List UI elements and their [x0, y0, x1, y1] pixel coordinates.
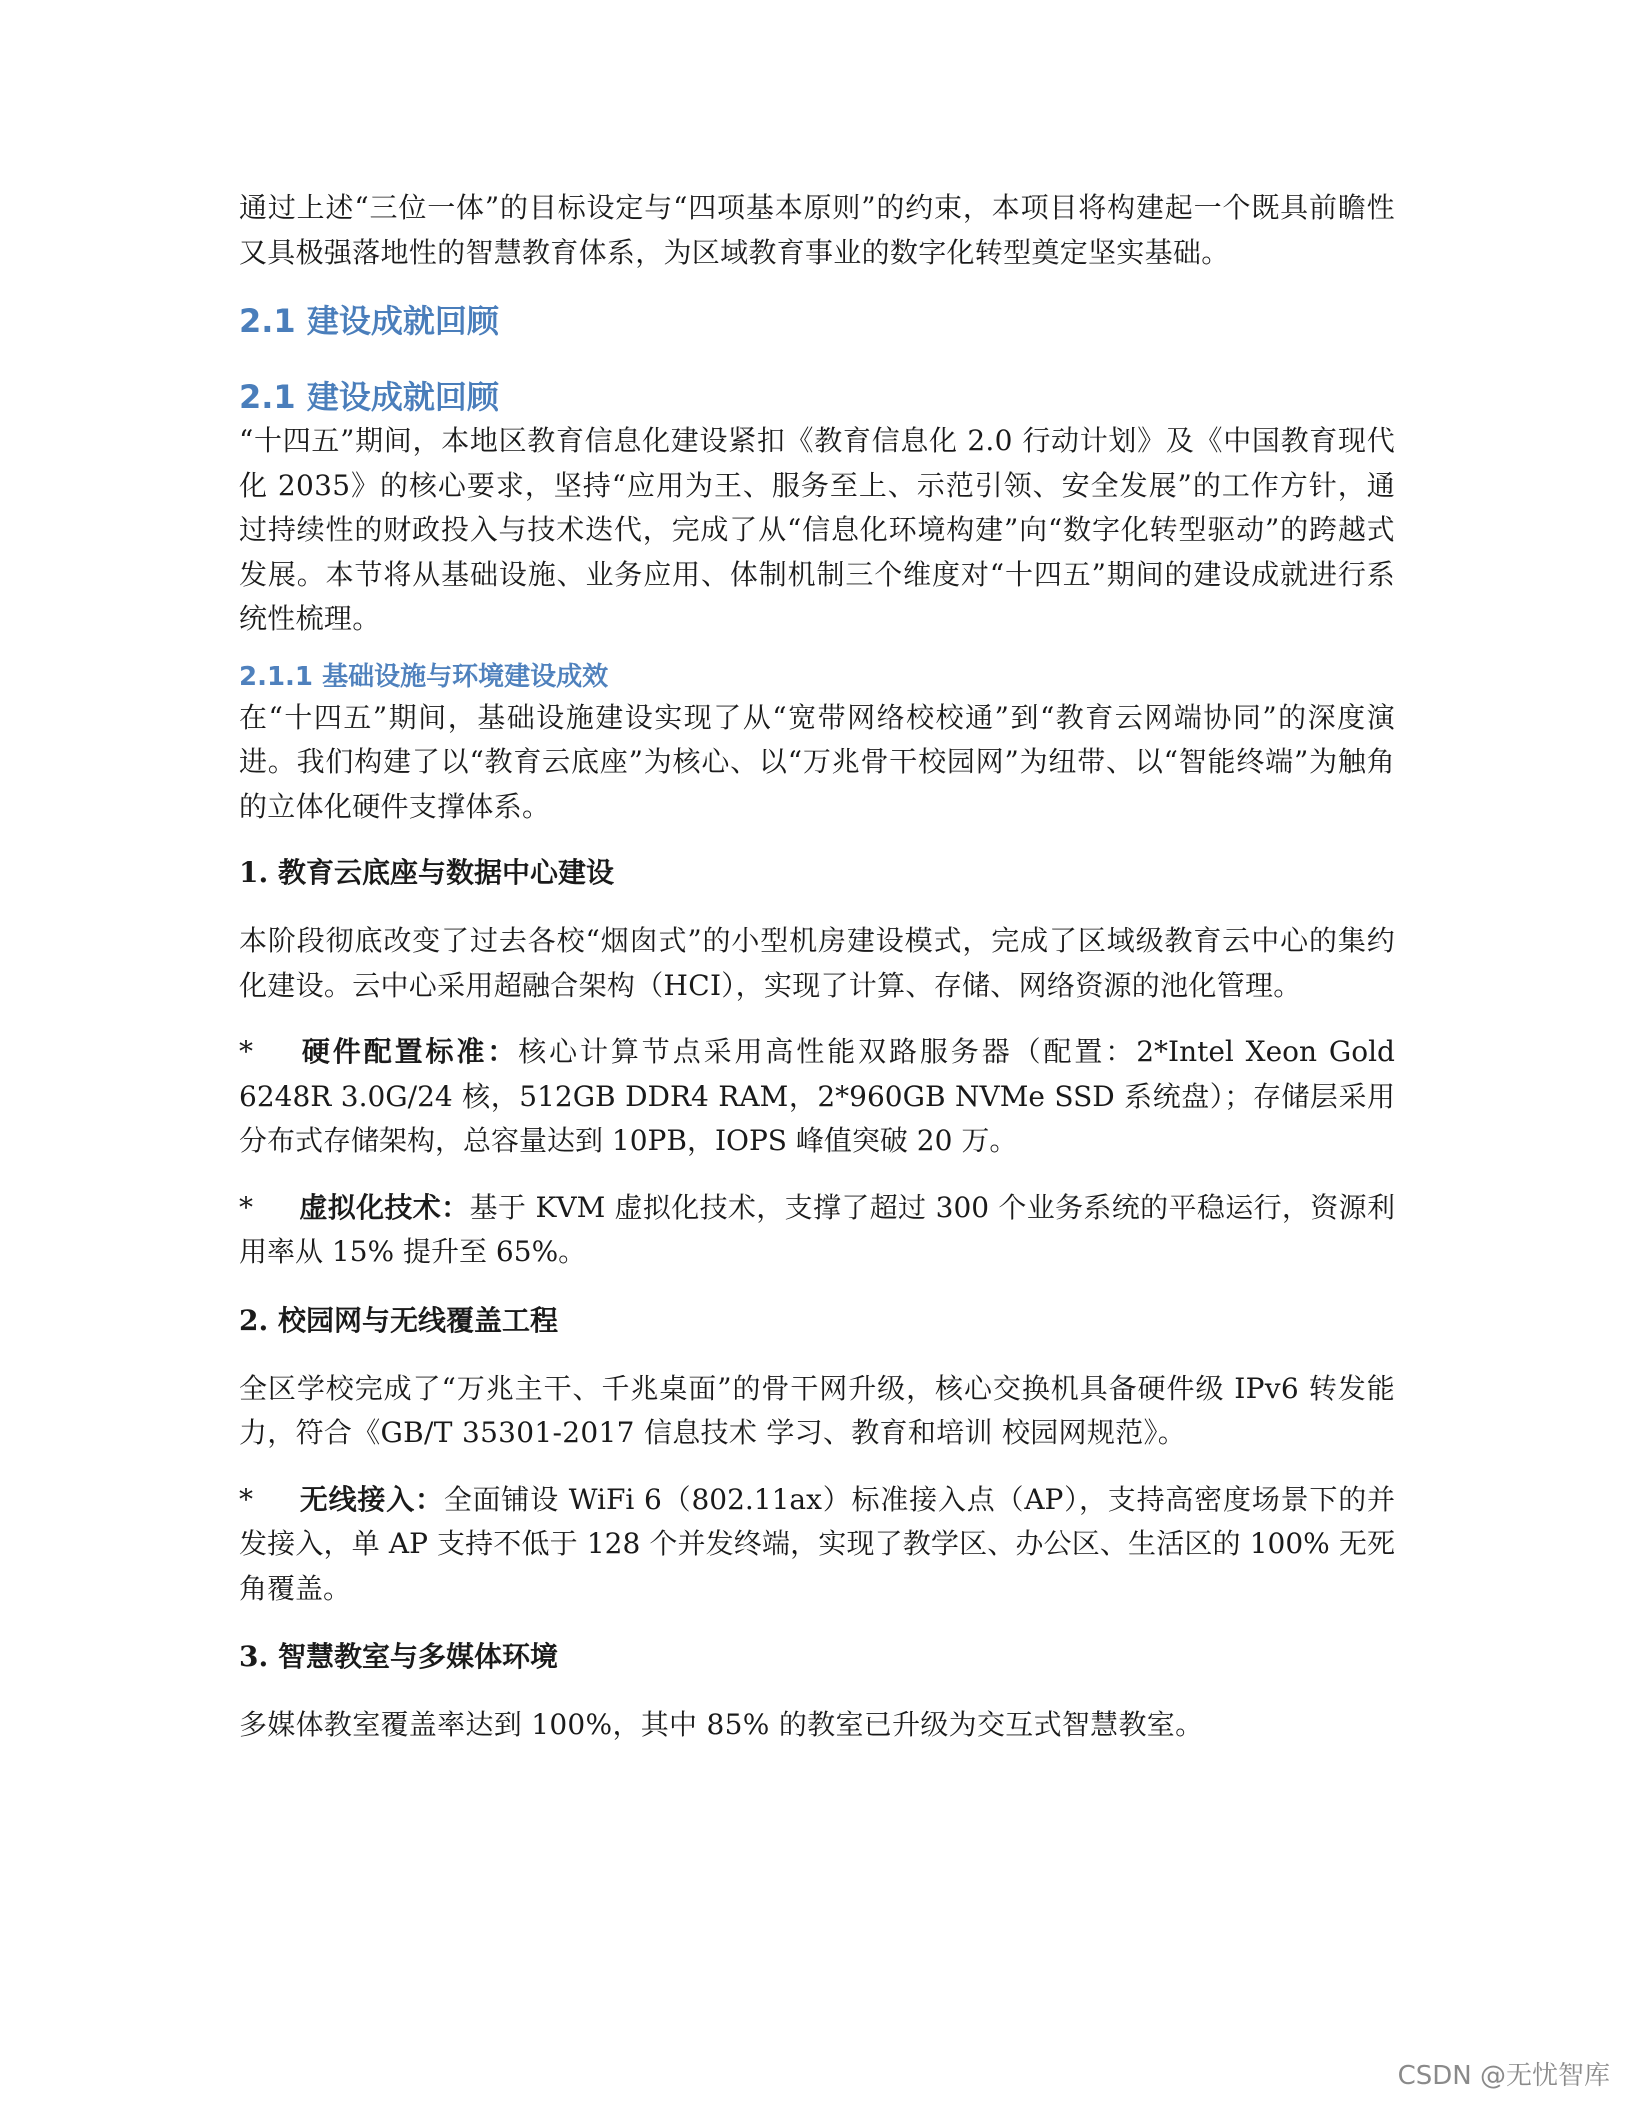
bullet-marker: *	[239, 1482, 253, 1516]
bullet-label: 虚拟化技术：	[299, 1190, 470, 1224]
intro-paragraph: 通过上述“三位一体”的目标设定与“四项基本原则”的约束，本项目将构建起一个既具前瞻性又具极强落地性的智慧教育体系，为区域教育事业的数字化转型奠定坚实基础。	[239, 191, 1395, 269]
subsection-heading: 2.1.1 基础设施与环境建设成效	[239, 661, 609, 692]
bullet-label: 硬件配置标准：	[299, 1035, 519, 1068]
item-heading-network: 2. 校园网与无线覆盖工程	[239, 1303, 558, 1337]
bullet-text: 全面铺设 WiFi 6（802.11ax）标准接入点（AP），支持高密度场景下的并发接入，单 AP 支持不低于 128 个并发终端，实现了教学区、办公区、生活区的 100% 无死角覆盖。	[239, 1482, 1395, 1605]
subsection-paragraph: 在“十四五”期间，基础设施建设实现了从“宽带网络校校通”到“教育云网端协同”的深度演进。我们构建了以“教育云底座”为核心、以“万兆骨干校园网”为纽带、以“智能终端”为触角的立体化硬件支撑体系。	[239, 700, 1395, 823]
bullet-marker: *	[239, 1035, 253, 1068]
bullet-label: 无线接入：	[299, 1482, 444, 1516]
item-paragraph-classroom: 多媒体教室覆盖率达到 100%，其中 85% 的教室已升级为交互式智慧教室。	[239, 1708, 1204, 1741]
bullet-text: 核心计算节点采用高性能双路服务器（配置：2*Intel Xeon Gold 6248R 3.0G/24 核，512GB DDR4 RAM，2*960GB NVMe SSD 系统盘）；存储层采用分布式存储架构，总容量达到 10PB，IOPS 峰值突破 20 万。	[239, 1035, 1395, 1157]
bullet-hardware	[239, 1030, 1395, 1164]
bullet-text: 基于 KVM 虚拟化技术，支撑了超过 300 个业务系统的平稳运行，资源利用率从 15% 提升至 65%。	[239, 1190, 1395, 1268]
bullet-marker: *	[239, 1190, 253, 1224]
item-paragraph-network: 全区学校完成了“万兆主干、千兆桌面”的骨干网升级，核心交换机具备硬件级 IPv6 转发能力，符合《GB/T 35301-2017 信息技术 学习、教育和培训 校园网规范》。	[239, 1371, 1395, 1449]
item-paragraph-cloud: 本阶段彻底改变了过去各校“烟囱式”的小型机房建设模式，完成了区域级教育云中心的集约化建设。云中心采用超融合架构（HCI），实现了计算、存储、网络资源的池化管理。	[239, 924, 1395, 1002]
item-heading-classroom: 3. 智慧教室与多媒体环境	[239, 1640, 558, 1673]
section-heading-repeat: 2.1 建设成就回顾	[239, 378, 499, 416]
document-page	[239, 186, 1395, 1748]
bullet-wireless	[239, 1478, 1395, 1612]
watermark: CSDN @无忧智库	[1397, 2061, 1610, 2091]
section-heading: 2.1 建设成就回顾	[239, 302, 499, 340]
item-heading-cloud: 1. 教育云底座与数据中心建设	[239, 856, 614, 889]
bullet-virtualization	[239, 1186, 1395, 1275]
section-paragraph: “十四五”期间，本地区教育信息化建设紧扣《教育信息化 2.0 行动计划》及《中国教育现代化 2035》的核心要求，坚持“应用为王、服务至上、示范引领、安全发展”的工作方针，通过持续性的财政投入与技术迭代，完成了从“信息化环境构建”向“数字化转型驱动”的跨越式发展。本节将从基础设施、业务应用、体制机制三个维度对“十四五”期间的建设成就进行系统性梳理。	[239, 424, 1395, 635]
